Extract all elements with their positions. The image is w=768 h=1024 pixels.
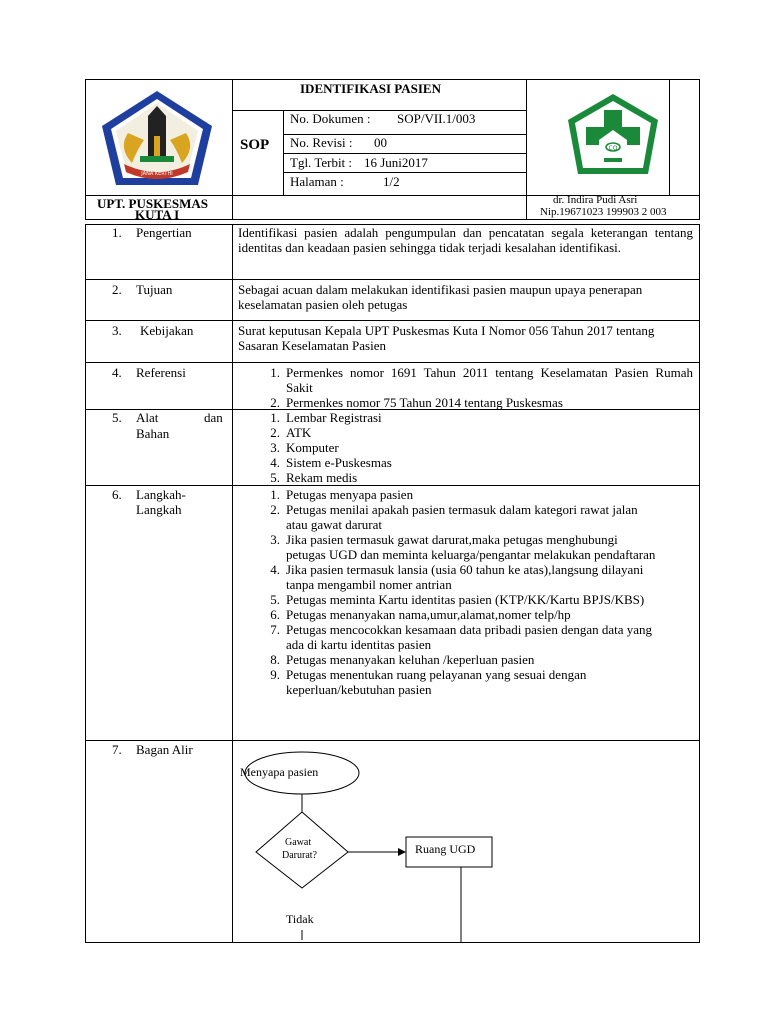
steps-list xyxy=(258,487,658,697)
section-4-label: Referensi xyxy=(136,365,186,380)
signer-nip: Nip.19671023 199903 2 003 xyxy=(540,206,667,218)
list-item: 9. Petugas menentukan ruang pelayanan yang sesuai dengan keperluan/kebutuhan pasien xyxy=(270,667,587,697)
header-border-top xyxy=(85,79,700,80)
list-item: 2. ATK xyxy=(270,425,312,440)
flow-no-label: Tidak xyxy=(286,912,314,926)
regency-crest-logo xyxy=(98,88,216,190)
body-border-bottom xyxy=(85,942,700,943)
section-7-number: 7. xyxy=(112,742,122,757)
section-5-label-c: Bahan xyxy=(136,426,170,441)
section-5-label-b: dan xyxy=(204,410,223,425)
row-divider-2 xyxy=(85,320,700,321)
doc-number-value: SOP/VII.1/003 xyxy=(397,111,476,126)
list-item: 3. Komputer xyxy=(270,440,339,455)
list-item: 8. Petugas menanyakan keluhan /keperluan pasien xyxy=(270,652,535,667)
section-2-label: Tujuan xyxy=(136,282,173,297)
header-logo-frame xyxy=(669,79,670,195)
flow-decision-label-1: Gawat xyxy=(285,837,312,848)
list-item: 6. Petugas menanyakan nama,umur,alamat,nomer telp/hp xyxy=(270,607,571,622)
section-2-number: 2. xyxy=(112,282,122,297)
list-item: 4. Sistem e-Puskesmas xyxy=(270,455,392,470)
section-6-label-b: Langkah xyxy=(136,502,182,517)
row-line-3 xyxy=(283,172,526,173)
puskesmas-logo xyxy=(566,92,660,178)
section-3-number: 3. xyxy=(112,323,122,338)
sop-label: SOP xyxy=(240,137,270,153)
issue-date-label: Tgl. Terbit : xyxy=(290,155,353,170)
header-col3-divider xyxy=(526,79,527,220)
document-title: IDENTIFIKASI PASIEN xyxy=(300,81,441,96)
list-item: 1. Lembar Registrasi xyxy=(270,410,382,425)
tools-list xyxy=(258,410,678,485)
section-6-label-a: Langkah- xyxy=(136,487,186,502)
title-bottom-line xyxy=(232,110,526,111)
section-6-number: 6. xyxy=(112,487,122,502)
section-1-text: Identifikasi pasien adalah pengumpulan dan pencatatan segala keterangan tentang identitas dan keadaan pasien sehingga tidak terjadi kesalahan identifikasi. xyxy=(238,225,693,255)
section-3-label: Kebijakan xyxy=(140,323,194,338)
issue-date-value: 16 Juni2017 xyxy=(364,155,428,170)
revision-label: No. Revisi : xyxy=(290,135,353,150)
flow-start-label: Menyapa pasien xyxy=(240,765,319,779)
header-border-right xyxy=(699,79,700,220)
flow-arrowhead xyxy=(398,848,406,856)
section-1-number: 1. xyxy=(112,225,122,240)
header-border-left xyxy=(85,79,86,220)
section-4-number: 4. xyxy=(112,365,122,380)
section-1-label: Pengertian xyxy=(136,225,192,240)
reference-list xyxy=(258,365,693,410)
section-5-label-a: Alat xyxy=(136,410,159,425)
list-item: 3. Jika pasien termasuk gawat darurat,maka petugas menghubungi petugas UGD dan meminta keluarga/pengantar melakukan pendaftaran xyxy=(270,532,656,562)
logo-mark: CO xyxy=(608,145,618,152)
page-value: 1/2 xyxy=(383,174,400,189)
crest-motto: JANA KERTHI xyxy=(141,171,173,177)
body-col-divider xyxy=(232,224,233,943)
body-border-left xyxy=(85,224,86,943)
signer-name: dr. Indira Pudi Asri xyxy=(553,194,638,206)
list-item: 2. Permenkes nomor 75 Tahun 2014 tentang Puskesmas xyxy=(270,395,563,410)
header-col1-divider xyxy=(232,79,233,220)
row-divider-3 xyxy=(85,362,700,363)
row-divider-1 xyxy=(85,279,700,280)
list-item: 1. Petugas menyapa pasien xyxy=(270,487,414,502)
page-label: Halaman : xyxy=(290,174,344,189)
flow-ugd-label: Ruang UGD xyxy=(415,842,476,856)
list-item: 5. Rekam medis xyxy=(270,470,358,485)
org-name-line1: UPT. PUSKESMAS xyxy=(97,196,208,211)
section-3-text: Surat keputusan Kepala UPT Puskesmas Kuta I Nomor 056 Tahun 2017 tentang Sasaran Keselamatan Pasien xyxy=(238,323,655,353)
body-border-right xyxy=(699,224,700,943)
list-item: 1. Permenkes nomor 1691 Tahun 2011 tentang Keselamatan Pasien Rumah Sakit xyxy=(270,365,693,395)
row-line-2 xyxy=(283,153,526,154)
list-item: 2. Petugas menilai apakah pasien termasuk dalam kategori rawat jalan atau gawat darurat xyxy=(270,502,638,532)
section-5-number: 5. xyxy=(112,410,122,425)
row-divider-5 xyxy=(85,485,700,486)
section-7-label: Bagan Alir xyxy=(136,742,193,757)
list-item: 7. Petugas mencocokkan kesamaan data pribadi pasien dengan data yang ada di kartu identitas pasien xyxy=(270,622,653,652)
flow-decision-label-2: Darurat? xyxy=(282,850,317,861)
revision-value: 00 xyxy=(374,135,387,150)
org-name-line2: KUTA I xyxy=(135,207,180,222)
row-divider-6 xyxy=(85,740,700,741)
doc-number-label: No. Dokumen : xyxy=(290,111,371,126)
list-item: 5. Petugas meminta Kartu identitas pasien (KTP/KK/Kartu BPJS/KBS) xyxy=(270,592,645,607)
list-item: 4. Jika pasien termasuk lansia (usia 60 tahun ke atas),langsung dilayani tanpa mengambil nomer antrian xyxy=(270,562,644,592)
section-2-text: Sebagai acuan dalam melakukan identifikasi pasien maupun upaya penerapan keselamatan pasien oleh petugas xyxy=(238,282,643,312)
